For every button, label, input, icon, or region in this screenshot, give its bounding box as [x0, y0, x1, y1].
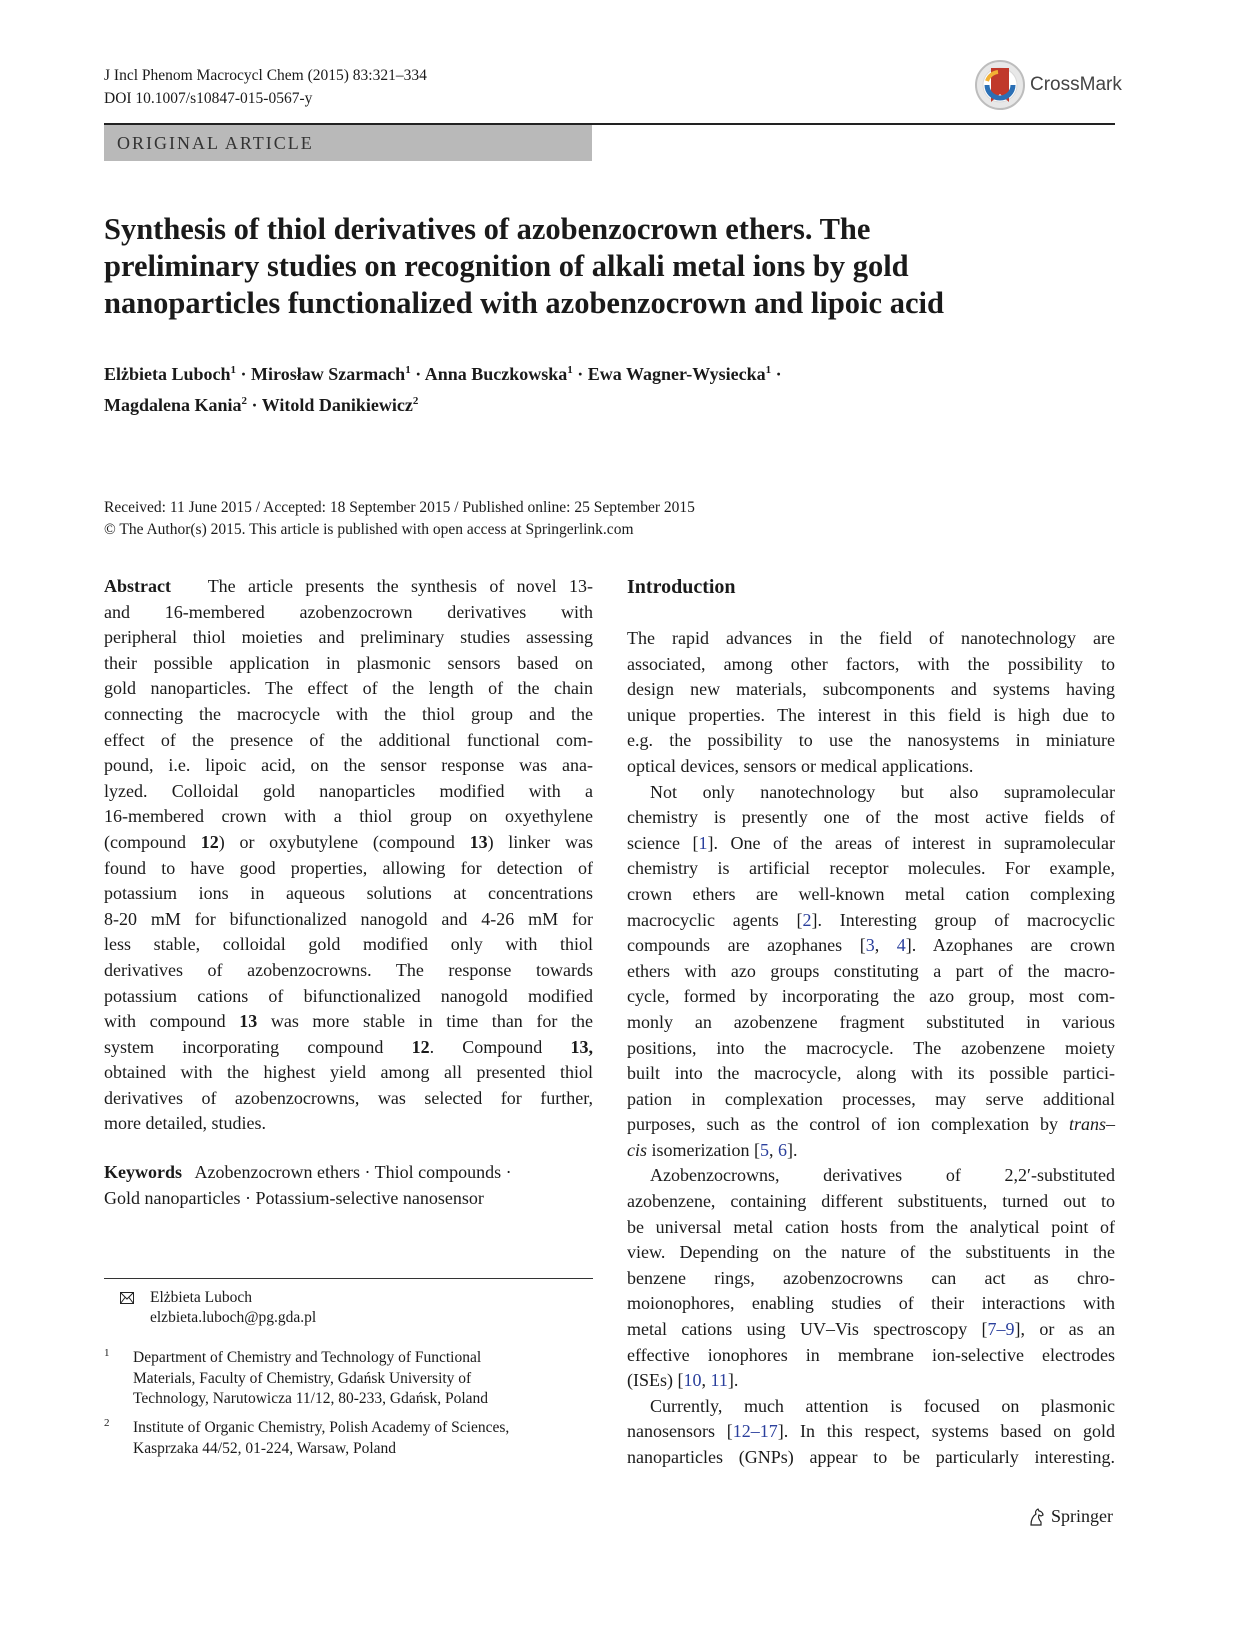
intro-line: Currently, much attention is focused on plasmonic: [650, 1395, 1115, 1416]
intro-italic: trans–: [1068, 1114, 1115, 1135]
intro-line: [627, 1368, 1115, 1394]
correspondence: [120, 1288, 316, 1328]
author-separator: ·: [240, 364, 247, 384]
envelope-icon: [120, 1292, 134, 1304]
journal-citation: J Incl Phenom Macrocycl Chem (2015) 83:321–334: [104, 67, 427, 84]
abstract-line: their possible application in plasmonic sensors based on: [104, 652, 593, 673]
affiliation: [104, 1418, 574, 1459]
affiliation-text: [133, 1348, 574, 1410]
intro-text: macrocyclic agents [: [627, 909, 803, 930]
abstract-text: system incorporating compound: [104, 1036, 412, 1057]
intro-paragraph: [627, 780, 1115, 1164]
author-separator: ·: [251, 395, 258, 415]
springer-horse-icon: [1027, 1507, 1047, 1527]
intro-line: Not only nanotechnology but also supramolecular: [650, 781, 1115, 802]
abstract-line: and 16-membered azobenzocrown derivatives with: [104, 601, 593, 622]
article-type-banner: ORIGINAL ARTICLE: [104, 125, 592, 161]
abstract-text: The article presents the synthesis of novel 13-: [207, 576, 593, 596]
abstract-line: peripheral thiol moieties and preliminary studies assessing: [104, 627, 593, 648]
abstract-label: Abstract: [104, 576, 171, 596]
author-name[interactable]: Mirosław Szarmach: [251, 364, 406, 384]
intro-line: design new materials, subcomponents and systems having: [627, 679, 1115, 700]
abstract-line: less stable, colloidal gold modified only with thiol: [104, 934, 593, 955]
author-list: [104, 357, 782, 419]
crossmark-icon: [974, 59, 1026, 111]
abstract-line: found to have good properties, allowing for detection of: [104, 857, 593, 878]
intro-line: crown ethers are well-known metal cation complexing: [627, 883, 1115, 904]
crossmark-label: CrossMark: [1030, 74, 1122, 95]
author-separator: ·: [577, 364, 584, 384]
publisher-logo: [1027, 1506, 1113, 1527]
citation-link[interactable]: 12–17: [732, 1421, 778, 1442]
intro-text: ]. Interesting group of macrocyclic: [811, 909, 1115, 930]
intro-line: pation in complexation processes, may serve additional: [627, 1088, 1115, 1109]
intro-line: benzene rings, azobenzocrowns can act as chro-: [627, 1267, 1115, 1288]
abstract-line: [104, 830, 593, 856]
author-separator: ·: [775, 364, 782, 384]
keywords-line: Gold nanoparticles · Potassium-selective nanosensor: [104, 1187, 484, 1208]
affiliation-line: Technology, Narutowicza 11/12, 80-233, Gdańsk, Poland: [133, 1390, 489, 1407]
citation-link[interactable]: 2: [802, 909, 812, 930]
intro-text: isomerization [: [647, 1139, 760, 1160]
intro-text: ]. In this respect, systems based on gold: [777, 1421, 1116, 1442]
affiliation-marker: 1: [765, 364, 772, 376]
journal-info: [104, 64, 427, 110]
intro-line: effective ionophores in membrane ion-selective electrodes: [627, 1344, 1115, 1365]
footnote-rule: [104, 1278, 593, 1279]
intro-text: ].: [786, 1139, 798, 1160]
citation-link[interactable]: 10: [683, 1370, 702, 1391]
intro-line: e.g. the possibility to use the nanosystems in miniature: [627, 730, 1115, 751]
intro-line: be universal metal cation hosts from the analytical point of: [627, 1216, 1115, 1237]
intro-line: [627, 908, 1115, 934]
intro-line: The rapid advances in the field of nanotechnology are: [627, 628, 1115, 648]
intro-line: view. Depending on the nature of the substituents in the: [627, 1242, 1115, 1263]
intro-line: [627, 1138, 1115, 1164]
intro-text: ], or as an: [1014, 1319, 1115, 1340]
intro-text: ,: [874, 935, 897, 956]
author-name[interactable]: Witold Danikiewicz: [261, 395, 413, 415]
affiliation-marker: 1: [567, 364, 573, 376]
abstract-text: was more stable in time than for the: [257, 1011, 593, 1032]
affiliation-marker: 1: [405, 364, 411, 376]
intro-line: [627, 831, 1115, 857]
intro-line: chemistry is artificial receptor molecules. For example,: [627, 858, 1115, 879]
affiliation-number: 2: [104, 1417, 110, 1429]
abstract-line: effect of the presence of the additional functional com-: [104, 729, 593, 750]
intro-line: cycle, formed by incorporating the azo group, most com-: [627, 986, 1115, 1007]
intro-paragraph: [627, 626, 1115, 780]
compound-number: 12: [411, 1036, 430, 1057]
abstract-line: obtained with the highest yield among all presented thiol: [104, 1062, 593, 1083]
author-line: [104, 388, 782, 419]
intro-line: [627, 1317, 1115, 1343]
keywords-text: Azobenzocrown ethers · Thiol compounds ·: [194, 1162, 512, 1182]
abstract-line: potassium ions in aqueous solutions at concentrations: [104, 883, 593, 904]
intro-text: (ISEs) [: [627, 1370, 684, 1391]
intro-text: ,: [768, 1139, 778, 1160]
abstract: [104, 574, 593, 1137]
abstract-line: [104, 1035, 593, 1061]
author-name[interactable]: Anna Buczkowska: [424, 364, 568, 384]
affiliation-marker: 1: [230, 364, 237, 376]
intro-paragraph: [627, 1163, 1115, 1393]
citation-link[interactable]: 11: [710, 1370, 728, 1391]
publication-dates: [104, 497, 695, 541]
citation-link[interactable]: 6: [777, 1139, 787, 1160]
abstract-line: lyzed. Colloidal gold nanoparticles modified with a: [104, 780, 593, 801]
citation-link[interactable]: 7–9: [987, 1319, 1015, 1340]
intro-line: [627, 933, 1115, 959]
abstract-text: . Compound: [429, 1036, 571, 1057]
affiliation-line: Materials, Faculty of Chemistry, Gdańsk University of: [133, 1369, 472, 1387]
intro-text: ].: [727, 1370, 739, 1391]
compound-number: 13,: [570, 1036, 593, 1057]
title-line: nanoparticles functionalized with azobenzocrown and lipoic acid: [104, 286, 944, 320]
affiliation: [104, 1348, 574, 1410]
compound-number: 12: [200, 831, 219, 852]
publisher-name: Springer: [1051, 1506, 1113, 1526]
intro-line: Azobenzocrowns, derivatives of 2,2′-substituted: [650, 1165, 1115, 1186]
intro-text: ]. One of the areas of interest in supramolecular: [707, 832, 1115, 853]
intro-line: associated, among other factors, with the possibility to: [627, 653, 1115, 674]
intro-line: monly an azobenzene fragment substituted in various: [627, 1011, 1115, 1032]
affiliation-line: Kasprzaka 44/52, 01-224, Warsaw, Poland: [133, 1439, 397, 1457]
intro-line: positions, into the macrocycle. The azobenzene moiety: [627, 1037, 1115, 1058]
affiliation-marker: 2: [241, 395, 248, 407]
intro-line: unique properties. The interest in this field is high due to: [627, 704, 1115, 725]
intro-line: nanoparticles (GNPs) appear to be particularly interesting.: [627, 1447, 1115, 1467]
intro-text: ]. Azophanes are crown: [905, 935, 1115, 956]
abstract-line: derivatives of azobenzocrowns, was selected for further,: [104, 1087, 593, 1108]
keywords-line: [104, 1160, 593, 1186]
abstract-text: with compound: [104, 1011, 240, 1032]
author-name[interactable]: Magdalena Kania: [104, 395, 242, 415]
affiliation-line: Department of Chemistry and Technology of Functional: [133, 1349, 482, 1366]
intro-line: [627, 1419, 1115, 1445]
keywords: [104, 1160, 593, 1211]
abstract-line: derivatives of azobenzocrowns. The response towards: [104, 959, 593, 980]
intro-text: ,: [701, 1370, 711, 1391]
intro-text: metal cations using UV–Vis spectroscopy [: [627, 1319, 988, 1340]
title-line: preliminary studies on recognition of alkali metal ions by gold: [104, 249, 909, 283]
history-dates: Received: 11 June 2015 / Accepted: 18 September 2015 / Published online: 25 September 2015: [104, 499, 695, 516]
intro-text: science [: [627, 832, 699, 853]
abstract-line: 8-20 mM for bifunctionalized nanogold and 4-26 mM for: [104, 908, 593, 929]
abstract-line: more detailed, studies.: [104, 1113, 266, 1134]
abstract-text: ) or oxybutylene (compound: [218, 831, 470, 852]
keywords-label: Keywords: [104, 1162, 182, 1182]
right-column: [627, 574, 1115, 1471]
abstract-line: gold nanoparticles. The effect of the length of the chain: [104, 678, 593, 699]
author-name[interactable]: Elżbieta Luboch: [104, 364, 231, 384]
intro-italic: cis: [627, 1139, 647, 1160]
citation-link[interactable]: 1: [698, 832, 708, 853]
crossmark-badge[interactable]: [974, 59, 1122, 111]
left-column: [104, 574, 593, 1137]
affiliation-text: [133, 1418, 574, 1459]
affiliation-marker: 2: [412, 395, 419, 407]
abstract-line: pound, i.e. lipoic acid, on the sensor response was ana-: [104, 755, 593, 776]
intro-text: purposes, such as the control of ion complexation by: [627, 1114, 1069, 1135]
intro-line: azobenzene, containing different substituents, turned out to: [627, 1191, 1115, 1212]
author-name[interactable]: Ewa Wagner-Wysiecka: [587, 364, 766, 384]
intro-text: compounds are azophanes [: [627, 935, 866, 956]
intro-paragraph: [627, 1394, 1115, 1471]
journal-doi[interactable]: DOI 10.1007/s10847-015-0567-y: [104, 90, 313, 107]
abstract-line: connecting the macrocycle with the thiol group and the: [104, 703, 593, 724]
abstract-text: ) linker was: [487, 831, 594, 852]
affiliation-number: 1: [104, 1347, 110, 1359]
affiliation-line: Institute of Organic Chemistry, Polish Academy of Sciences,: [133, 1419, 510, 1436]
citation-link[interactable]: 3: [865, 935, 875, 956]
citation-link[interactable]: 5: [759, 1139, 769, 1160]
copyright-notice: © The Author(s) 2015. This article is published with open access at Springerlink.com: [104, 521, 634, 538]
intro-line: optical devices, sensors or medical applications.: [627, 755, 974, 776]
corresponding-email[interactable]: elzbieta.luboch@pg.gda.pl: [150, 1309, 317, 1326]
intro-line: chemistry is presently one of the most active fields of: [627, 807, 1115, 828]
abstract-text: (compound: [104, 831, 201, 852]
intro-line: ethers with azo groups constituting a part of the macro-: [627, 960, 1115, 981]
compound-number: 13: [239, 1011, 258, 1032]
article-title: [104, 211, 1115, 322]
section-heading: Introduction: [627, 576, 736, 598]
compound-number: 13: [469, 831, 488, 852]
abstract-line: potassium cations of bifunctionalized nanogold modified: [104, 985, 593, 1006]
title-line: Synthesis of thiol derivatives of azobenzocrown ethers. The: [104, 212, 871, 246]
corresponding-author: Elżbieta Luboch: [150, 1289, 252, 1306]
intro-text: nanosensors [: [627, 1421, 733, 1442]
intro-line: built into the macrocycle, along with its possible partici-: [627, 1063, 1115, 1084]
author-separator: ·: [415, 364, 422, 384]
abstract-line: [104, 1009, 593, 1035]
abstract-line: 16-membered crown with a thiol group on oxyethylene: [104, 806, 593, 827]
intro-line: moionophores, enabling studies of their interactions with: [627, 1293, 1115, 1314]
abstract-line: [104, 574, 593, 600]
author-line: [104, 357, 782, 388]
intro-line: [627, 1112, 1115, 1138]
citation-link[interactable]: 4: [896, 935, 906, 956]
